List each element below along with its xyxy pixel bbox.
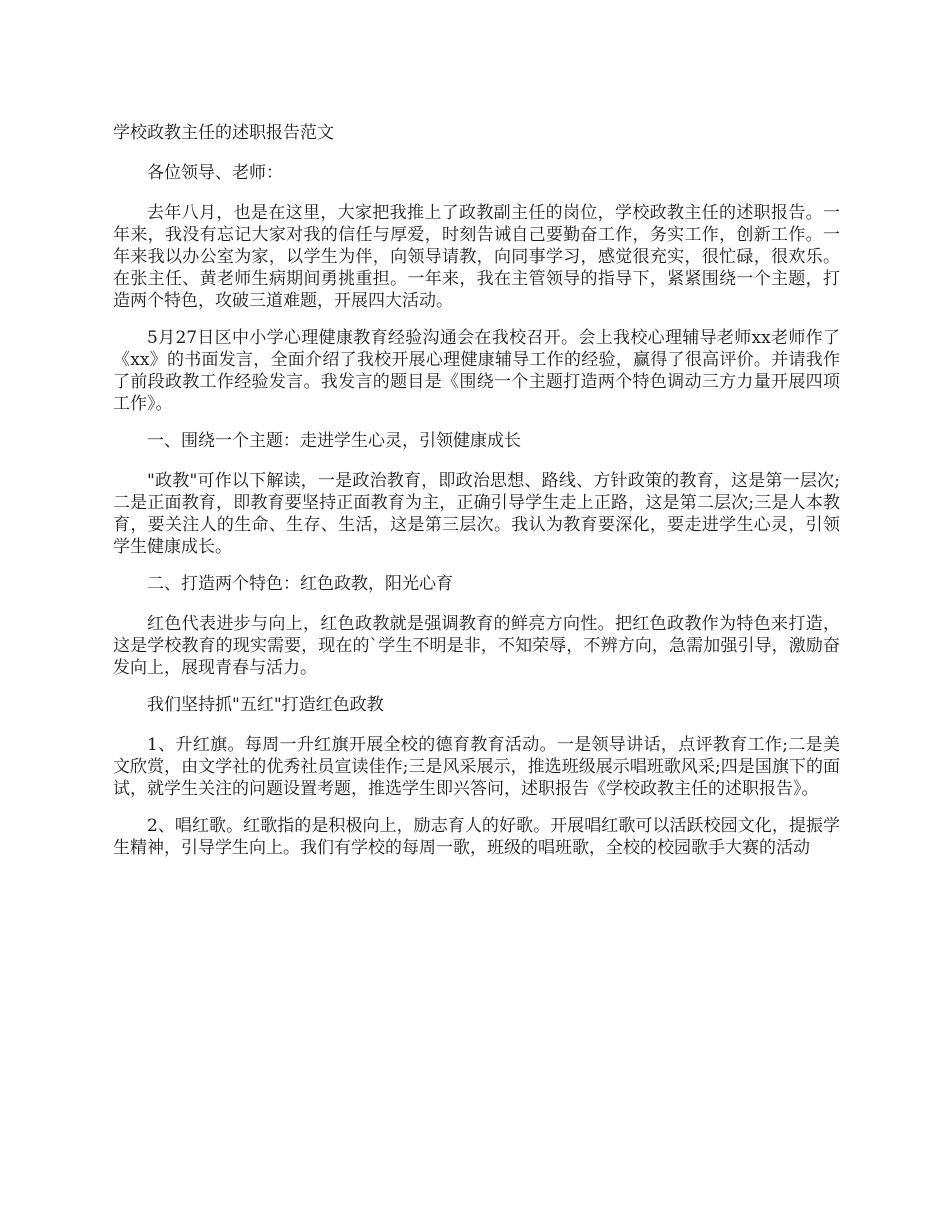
- document-body: [113, 122, 840, 874]
- document-title: 学校政教主任的述职报告范文: [113, 123, 334, 143]
- paragraph: "政教"可作以下解读，一是政治教育，即政治思想、路线、方针政策的教育，这是第一层次;二是正面教育，即教育要坚持正面教育为主，正确引导学生走上正路，这是第二层次;三是人本教育，要关注人的生命、生存、生活，这是第三层次。我认为教育要深化，要走进学生心灵，引领学生健康成长。: [113, 471, 840, 557]
- salutation: 各位领导、老师：: [147, 163, 283, 183]
- paragraph: 2、唱红歌。红歌指的是积极向上，励志育人的好歌。开展唱红歌可以活跃校园文化，提振学生精神，引导学生向上。我们有学校的每周一歌，班级的唱班歌，全校的校园歌手大赛的活动: [113, 816, 840, 858]
- paragraph: 去年八月，也是在这里，大家把我推上了政教副主任的岗位，学校政教主任的述职报告。一年来，我没有忘记大家对我的信任与厚爱，时刻告诫自己要勤奋工作，务实工作，创新工作。一年来我以办公室为家，以学生为伴，向领导请教，向同事学习，感觉很充实，很忙碌，很欢乐。在张主任、黄老师生病期间勇挑重担。一年来，我在主管领导的指导下，紧紧围绕一个主题，打造两个特色，攻破三道难题，开展四大活动。: [113, 203, 840, 311]
- subheading: 我们坚持抓"五红"打造红色政教: [147, 695, 384, 715]
- paragraph: 1、升红旗。每周一升红旗开展全校的德育教育活动。一是领导讲话，点评教育工作;二是美文欣赏，由文学社的优秀社员宣读佳作;三是风采展示，推选班级展示唱班歌风采;四是国旗下的面试，就学生关注的问题设置考题，推选学生即兴答问，述职报告《学校政教主任的述职报告》。: [113, 735, 840, 799]
- section-heading: 二、打造两个特色：红色政教，阳光心育: [147, 574, 453, 594]
- section-heading: 一、围绕一个主题：走进学生心灵，引领健康成长: [147, 431, 521, 451]
- paragraph: 红色代表进步与向上，红色政教就是强调教育的鲜亮方向性。把红色政教作为特色来打造，这是学校教育的现实需要，现在的`学生不明是非，不知荣辱，不辨方向，急需加强引导，激励奋发向上，展现青春与活力。: [113, 614, 840, 678]
- paragraph: 5月27日区中小学心理健康教育经验沟通会在我校召开。会上我校心理辅导老师xx老师作了《xx》的书面发言，全面介绍了我校开展心理健康辅导工作的经验，赢得了很高评价。并请我作了前段政教工作经验发言。我发言的题目是《围绕一个主题打造两个特色调动三方力量开展四项工作》。: [113, 328, 840, 414]
